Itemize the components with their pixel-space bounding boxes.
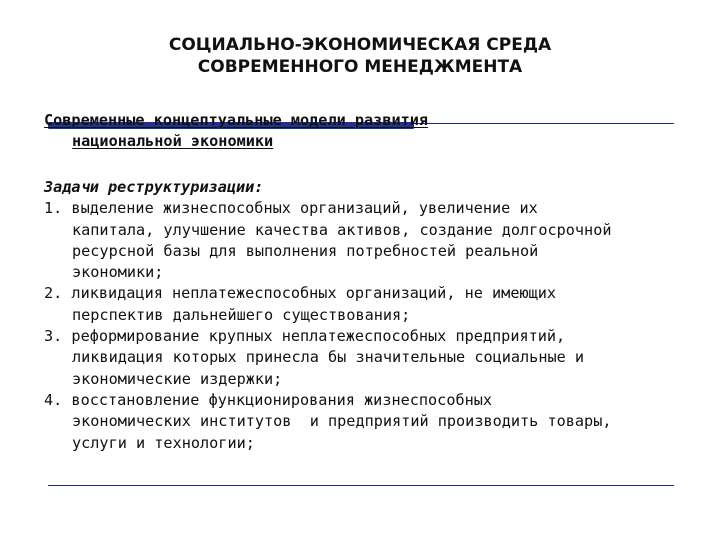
task-item-2 bbox=[44, 283, 694, 326]
task-3-line-2: ликвидация которых принесла бы значительные социальные и bbox=[72, 348, 585, 367]
task-2-line-1: 2. ликвидация неплатежеспособных организаций, не имеющих bbox=[44, 284, 557, 303]
bottom-divider-line bbox=[48, 485, 674, 486]
task-1-line-2: капитала, улучшение качества активов, создание долгосрочной bbox=[72, 220, 612, 239]
task-1-line-1: 1. выделение жизнеспособных организаций, увеличение их bbox=[44, 199, 538, 218]
slide-title-line-2: СОВРЕМЕННОГО МЕНЕДЖМЕНТА bbox=[197, 57, 523, 77]
task-1-line-4: экономики; bbox=[72, 263, 164, 282]
body-text bbox=[44, 177, 694, 454]
slide-title-line-1: СОЦИАЛЬНО-ЭКОНОМИЧЕСКАЯ СРЕДА bbox=[168, 35, 552, 55]
slide-title bbox=[0, 34, 720, 78]
subtitle-line-2: национальной экономики bbox=[72, 132, 274, 150]
task-item-3 bbox=[44, 326, 694, 390]
task-4-line-1: 4. восстановление функционирования жизнеспособных bbox=[44, 390, 493, 409]
task-item-4 bbox=[44, 390, 694, 454]
task-list bbox=[44, 198, 694, 454]
task-item-1 bbox=[44, 198, 694, 283]
task-4-line-3: услуги и технологии; bbox=[72, 433, 255, 452]
section-subtitle bbox=[44, 110, 684, 152]
subtitle-line-1: Современные концептуальные модели развития bbox=[44, 111, 429, 129]
task-4-line-2: экономических институтов и предприятий производить товары, bbox=[72, 412, 612, 431]
task-1-line-3: ресурсной базы для выполнения потребностей реальной bbox=[72, 241, 539, 260]
tasks-heading: Задачи реструктуризации: bbox=[44, 178, 264, 196]
task-2-line-2: перспектив дальнейшего существования; bbox=[72, 305, 411, 324]
task-3-line-1: 3. реформирование крупных неплатежеспособных предприятий, bbox=[44, 327, 566, 346]
task-3-line-3: экономические издержки; bbox=[72, 369, 283, 388]
